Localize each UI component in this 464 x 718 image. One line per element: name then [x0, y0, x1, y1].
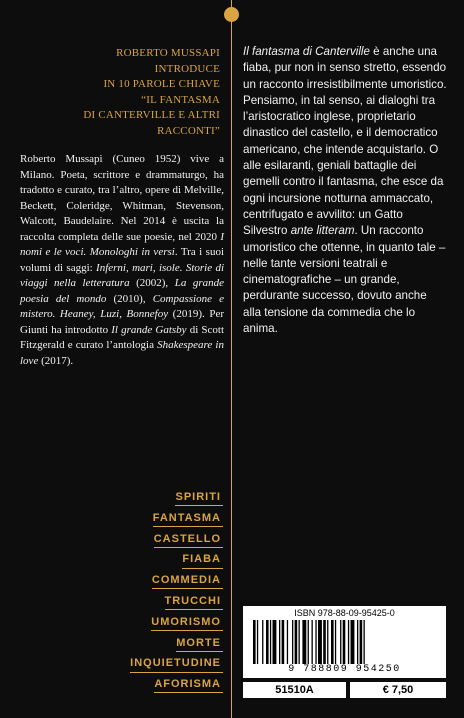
barcode-bar — [335, 620, 336, 664]
keyword: FIABA — [182, 551, 223, 568]
keyword: CASTELLO — [154, 531, 223, 548]
barcode-bar — [318, 620, 322, 664]
bio-text: . Tra i suoi volumi di saggi: — [20, 246, 225, 274]
keyword: SPIRITI — [175, 489, 223, 506]
product-code: 51510A — [243, 682, 346, 698]
bio-text: di Scott Fitzgerald e curato l’antologia — [20, 323, 225, 351]
heading-line: ROBERTO MUSSAPI — [116, 47, 220, 59]
barcode-bar — [357, 620, 358, 664]
barcode-bar — [327, 620, 328, 664]
barcode-graphic — [253, 620, 436, 664]
description-text: . Un racconto umoristico che ottenne, in quanto tale – nelle tante versioni teatrali e cinematografiche – un grande, perdurante successo, dovuto anche alla tensione da commedia che lo anima. — [243, 224, 446, 336]
code-price-row — [243, 682, 446, 698]
intro-heading — [72, 46, 220, 139]
book-title: Il fantasma di Canterville — [243, 45, 370, 58]
heading-line: IN 10 PAROLE CHIAVE — [103, 78, 220, 90]
author-bio — [20, 152, 224, 369]
keyword: AFORISMA — [154, 676, 223, 693]
barcode-bar — [253, 620, 256, 664]
bio-title: Shakespeare in love — [20, 339, 224, 367]
bio-title: I nomi e le voci. Monologhi in versi — [20, 230, 224, 258]
keyword: MORTE — [176, 635, 223, 652]
barcode-bar — [348, 620, 349, 664]
keyword-list — [125, 489, 223, 697]
bio-text: (2017). — [38, 354, 74, 367]
divider-line — [231, 0, 232, 718]
barcode-bar — [295, 620, 298, 664]
barcode-bar — [315, 620, 316, 664]
bio-title: Il grande Gatsby — [111, 323, 187, 336]
bio-title: Inferni, mari, isole. Storie di viaggi nella letteratura — [20, 261, 225, 289]
barcode-bar — [282, 620, 285, 664]
barcode-bar — [279, 620, 280, 664]
heading-line: RACCONTI” — [157, 124, 220, 137]
bio-title: La grande poesia del mondo — [20, 277, 225, 305]
barcode-digits: 9 788809 954250 — [288, 664, 401, 675]
barcode-bar — [351, 620, 355, 664]
barcode-bar — [312, 620, 313, 664]
barcode-bar — [266, 620, 269, 664]
bio-text: (2002), — [129, 277, 175, 289]
barcode-bar — [262, 620, 263, 664]
barcode-bar — [331, 620, 334, 664]
price-label: € 7,50 — [350, 682, 446, 698]
keyword: TRUCCHI — [165, 593, 224, 610]
barcode-bar — [360, 620, 363, 664]
bio-text: (2010), — [106, 292, 153, 305]
keyword: FANTASMA — [153, 510, 223, 527]
barcode-bar — [308, 620, 309, 664]
barcode-bar — [287, 620, 288, 664]
barcode-bar — [299, 620, 300, 664]
heading-line: DI CANTERVILLE E ALTRI — [83, 109, 220, 121]
barcode-bar — [292, 620, 293, 664]
isbn-label: ISBN 978-88-09-95425-0 — [294, 608, 395, 618]
barcode-bar — [343, 620, 346, 664]
barcode-bar — [364, 620, 365, 664]
gold-dot — [224, 7, 239, 22]
keyword: UMORISMO — [151, 614, 223, 631]
barcode-bar — [257, 620, 258, 664]
bio-title: Compassione e mistero. Heaney, Luzi, Bonnefoy — [20, 292, 224, 320]
keyword: COMMEDIA — [152, 572, 223, 589]
heading-line: INTRODUCE — [154, 62, 220, 75]
description-text: è anche una fiaba, pur non in senso stretto, essendo un racconto irresistibilmente umoristico. Pensiamo, in tal senso, ai dialoghi tra l’aristocratico inglese, proprietario dinastico del castello, e il democratico americano, che intende acquistarlo. O alle esilaranti, geniali battaglie dei gemelli contro il fantasma, che esce da ogni incursione notturna ammaccato, centrifugato e avvilito: un Gatto Silvestro — [243, 45, 447, 238]
barcode-bar — [323, 620, 326, 664]
barcode-bar — [273, 620, 277, 664]
barcode-bar — [302, 620, 306, 664]
barcode-bar — [270, 620, 271, 664]
bio-text: Roberto Mussapi (Cuneo 1952) vive a Milano. Poeta, scrittore e drammaturgo, ha tradotto e curato, tra l’altro, opere di Melville, Beckett, Coleridge, Whitman, Stevenson, Walcott, Baudelaire. Nel 2014 è uscita la raccolta completa delle sue poesie, nel 2020 — [20, 153, 224, 243]
book-description — [243, 44, 447, 337]
barcode-panel — [243, 606, 446, 678]
keyword: INQUIETUDINE — [130, 655, 223, 672]
description-term: ante litteram — [290, 224, 355, 238]
barcode-bar — [340, 620, 341, 664]
bio-text: (2019). Per Giunti ha introdotto — [20, 308, 224, 336]
heading-line: “IL FANTASMA — [141, 93, 220, 106]
